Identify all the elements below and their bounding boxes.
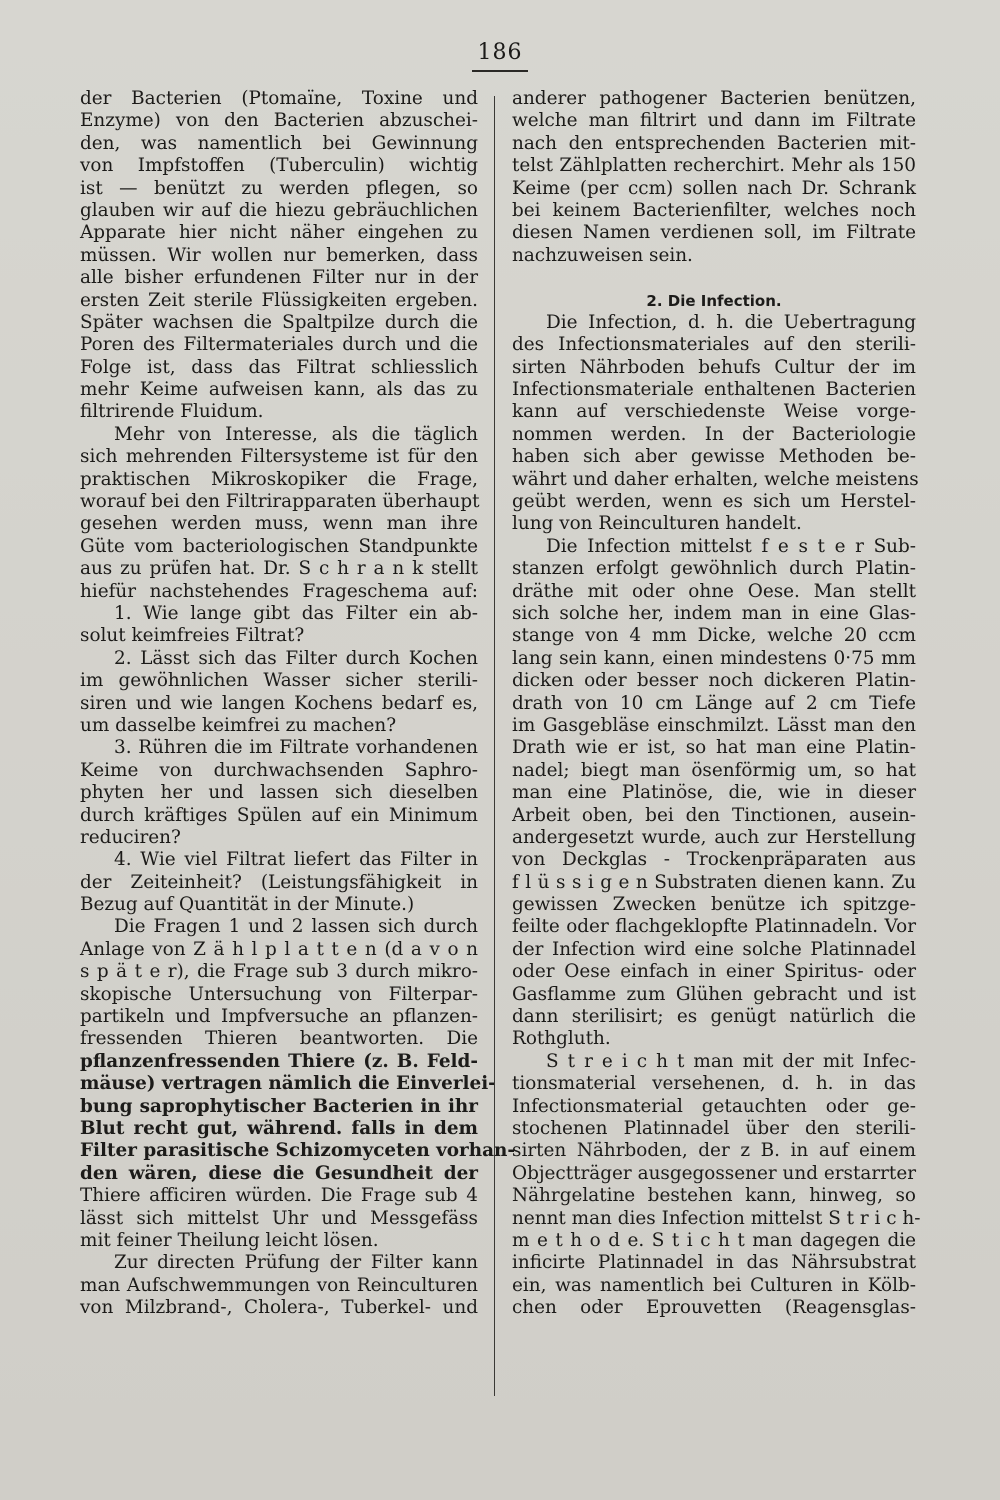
- text-line: alle bisher erfundenen Filter nur in der: [80, 267, 478, 289]
- text-line: Folge ist, dass das Filtrat schliesslich: [80, 356, 478, 378]
- text-line: 2. Lässt sich das Filter durch Kochen: [114, 647, 478, 669]
- text-line: [512, 267, 916, 289]
- column-divider: [494, 96, 495, 1396]
- text-line: feilte oder flachgeklopfte Platinnadeln. Vor: [512, 916, 916, 938]
- text-line: 3. Rühren die im Filtrate vorhandenen: [114, 737, 478, 759]
- text-line: Die Infection, d. h. die Uebertragung: [546, 311, 916, 333]
- left-column: [80, 88, 516, 1319]
- text-line: hiefür nachstehendes Frageschema auf:: [80, 580, 478, 602]
- text-line: der Bacterien (Ptomaïne, Toxine und: [80, 88, 478, 109]
- text-line: Objectträger ausgegossener und erstarrter: [512, 1162, 916, 1184]
- text-line: im Gasgebläse einschmilzt. Lässt man den: [512, 714, 916, 736]
- text-line: des Infectionsmateriales auf den sterili-: [512, 334, 916, 356]
- text-line: Enzyme) von den Bacterien abzuschei-: [80, 110, 478, 132]
- text-line: müssen. Wir wollen nur bemerken, dass: [80, 244, 478, 266]
- text-line: gesehen werden muss, wenn man ihre: [80, 513, 478, 535]
- text-line: den, was namentlich bei Gewinnung: [80, 132, 478, 154]
- text-line: sich solche her, indem man in eine Glas-: [512, 602, 916, 624]
- section-heading: 2. Die Infection.: [646, 291, 782, 310]
- text-line: nachzuweisen sein.: [512, 244, 693, 266]
- text-line: pflanzenfressenden Thiere (z. B. Feld-: [80, 1050, 478, 1072]
- text-line: Mehr von Interesse, als die täglich: [114, 423, 478, 445]
- text-line: sirten Nährboden behufs Cultur der im: [512, 356, 916, 378]
- text-line: fressenden Thieren beantworten. Die: [80, 1028, 478, 1050]
- text-line: worauf bei den Filtrirapparaten überhaupt: [80, 491, 480, 513]
- text-line: von Deckglas - Trockenpräparaten aus: [512, 849, 916, 871]
- text-line: Bezug auf Quantität in der Minute.): [80, 894, 415, 916]
- text-line: welche man filtrirt und dann im Filtrate: [512, 110, 916, 132]
- text-line: der Zeiteinheit? (Leistungsfähigkeit in: [80, 871, 478, 893]
- text-line: man eine Platinöse, die, wie in dieser: [512, 782, 916, 804]
- text-line: geübt werden, wenn es sich um Herstel-: [512, 491, 916, 513]
- text-line: nach den entsprechenden Bacterien mit-: [512, 132, 916, 154]
- page-number-rule: [472, 70, 528, 72]
- text-line: währt und daher erhalten, welche meistens: [512, 468, 919, 490]
- text-line: chen oder Eprouvetten (Reagensglas-: [512, 1297, 916, 1319]
- text-line: aus zu prüfen hat. Dr. S c h r a n k stellt: [80, 558, 478, 580]
- text-line: dicken oder besser noch dickeren Platin-: [512, 670, 916, 692]
- text-line: skopische Untersuchung von Filterpar-: [80, 983, 478, 1005]
- text-line: im gewöhnlichen Wasser sicher sterili-: [80, 670, 478, 692]
- text-line: solut keimfreies Filtrat?: [80, 625, 305, 647]
- text-line: dräthe mit oder ohne Oese. Man stellt: [512, 580, 916, 602]
- text-line: von Impfstoffen (Tuberculin) wichtig: [80, 155, 478, 177]
- text-line: lung von Reinculturen handelt.: [512, 513, 802, 535]
- text-line: f l ü s s i g e n Substraten dienen kann. Zu: [512, 871, 916, 893]
- text-line: ersten Zeit sterile Flüssigkeiten ergeben.: [80, 289, 478, 311]
- text-line: kann auf verschiedenste Weise vorge-: [512, 401, 916, 423]
- text-line: Blut recht gut, während. falls in dem: [80, 1117, 478, 1139]
- text-line: mehr Keime aufweisen kann, als das zu: [80, 379, 478, 401]
- text-line: m e t h o d e. S t i c h t man dagegen die: [512, 1229, 916, 1251]
- text-line: 4. Wie viel Filtrat liefert das Filter in: [114, 849, 478, 871]
- text-line: stange von 4 mm Dicke, welche 20 ccm: [512, 625, 916, 647]
- text-line: phyten her und lassen sich dieselben: [80, 782, 478, 804]
- text-line: tionsmaterial versehenen, d. h. in das: [512, 1073, 916, 1095]
- text-line: haben sich aber gewisse Methoden be-: [512, 446, 916, 468]
- text-line: telst Zählplatten recherchirt. Mehr als 150: [512, 155, 916, 177]
- text-line: siren und wie langen Kochens bedarf es,: [80, 692, 478, 714]
- text-line: sirten Nährboden, der z B. in auf einem: [512, 1140, 916, 1162]
- text-line: praktischen Mikroskopiker die Frage,: [80, 468, 478, 490]
- text-line: S t r e i c h t man mit der mit Infec-: [546, 1050, 916, 1072]
- text-line: bei keinem Bacterienfilter, welches noch: [512, 199, 916, 221]
- text-line: man Aufschwemmungen von Reinculturen: [80, 1274, 478, 1296]
- text-line: partikeln und Impfversuche an pflanzen-: [80, 1006, 478, 1028]
- text-line: drath von 10 cm Länge auf 2 cm Tiefe: [512, 692, 916, 714]
- text-line: Nährgelatine bestehen kann, hinweg, so: [512, 1185, 916, 1207]
- text-line: der Infection wird eine solche Platinnadel: [512, 938, 916, 960]
- text-line: andergesetzt wurde, auch zur Herstellung: [512, 826, 916, 848]
- text-line: ist — benützt zu werden pflegen, so: [80, 177, 478, 199]
- text-line: Apparate hier nicht näher eingehen zu: [80, 222, 478, 244]
- text-line: reduciren?: [80, 826, 181, 848]
- text-line: mit feiner Theilung leicht lösen.: [80, 1229, 379, 1251]
- text-line: dann sterilisirt; es genügt natürlich die: [512, 1006, 916, 1028]
- text-line: Keime von durchwachsenden Saphro-: [80, 759, 478, 781]
- text-line: Rothgluth.: [512, 1028, 611, 1050]
- right-column: [512, 88, 921, 1319]
- text-line: gewissen Zwecken benütze ich spitzge-: [512, 894, 916, 916]
- text-line: nennt man dies Infection mittelst S t r i c h-: [512, 1207, 921, 1229]
- text-line: s p ä t e r), die Frage sub 3 durch mikro-: [80, 961, 478, 983]
- text-line: Thiere afficiren würden. Die Frage sub 4: [80, 1185, 478, 1207]
- text-line: anderer pathogener Bacterien benützen,: [512, 88, 916, 109]
- text-line: lang sein kann, einen mindestens 0·75 mm: [512, 647, 916, 669]
- text-line: lässt sich mittelst Uhr und Messgefäss: [80, 1207, 478, 1229]
- text-line: diesen Namen verdienen soll, im Filtrate: [512, 222, 916, 244]
- text-line: Infectionsmateriale enthaltenen Bacterien: [512, 379, 916, 401]
- text-line: Später wachsen die Spaltpilze durch die: [80, 311, 478, 333]
- text-line: Anlage von Z ä h l p l a t t e n (d a v o n: [80, 938, 478, 960]
- text-line: stochenen Platinnadel über den sterili-: [512, 1117, 916, 1139]
- text-line: nommen werden. In der Bacteriologie: [512, 423, 916, 445]
- text-line: Gasflamme zum Glühen gebracht und ist: [512, 983, 916, 1005]
- text-line: Zur directen Prüfung der Filter kann: [114, 1252, 478, 1274]
- text-line: Die Fragen 1 und 2 lassen sich durch: [114, 916, 478, 938]
- text-line: 1. Wie lange gibt das Filter ein ab-: [114, 602, 478, 624]
- page-number: 186: [477, 40, 523, 65]
- text-line: Filter parasitische Schizomyceten vorhan-: [80, 1140, 516, 1162]
- text-line: glauben wir auf die hiezu gebräuchlichen: [80, 199, 478, 221]
- text-line: oder Oese einfach in einer Spiritus- oder: [512, 961, 916, 983]
- text-line: um dasselbe keimfrei zu machen?: [80, 714, 397, 736]
- text-line: bung saprophytischer Bacterien in ihr: [80, 1095, 478, 1117]
- text-line: nadel; biegt man ösenförmig um, so hat: [512, 759, 916, 781]
- text-line: durch kräftiges Spülen auf ein Minimum: [80, 804, 478, 826]
- text-line: den wären, diese die Gesundheit der: [80, 1162, 478, 1184]
- text-line: ein, was namentlich bei Culturen in Kölb-: [512, 1274, 916, 1296]
- text-line: Poren des Filtermateriales durch und die: [80, 334, 478, 356]
- text-line: mäuse) vertragen nämlich die Einverlei-: [80, 1073, 496, 1095]
- text-line: Keime (per ccm) sollen nach Dr. Schrank: [512, 177, 916, 199]
- text-line: von Milzbrand-, Cholera-, Tuberkel- und: [80, 1297, 478, 1319]
- text-line: Arbeit oben, bei den Tinctionen, ausein-: [512, 804, 916, 826]
- text-line: Die Infection mittelst f e s t e r Sub-: [546, 535, 916, 557]
- text-line: filtrirende Fluidum.: [80, 401, 264, 423]
- text-line: Drath wie er ist, so hat man eine Platin-: [512, 737, 916, 759]
- text-line: Güte vom bacteriologischen Standpunkte: [80, 535, 478, 557]
- text-line: Infectionsmaterial getauchten oder ge-: [512, 1095, 916, 1117]
- text-line: stanzen erfolgt gewöhnlich durch Platin-: [512, 558, 916, 580]
- text-line: sich mehrenden Filtersysteme ist für den: [80, 446, 478, 468]
- text-line: inficirte Platinnadel in das Nährsubstrat: [512, 1252, 916, 1274]
